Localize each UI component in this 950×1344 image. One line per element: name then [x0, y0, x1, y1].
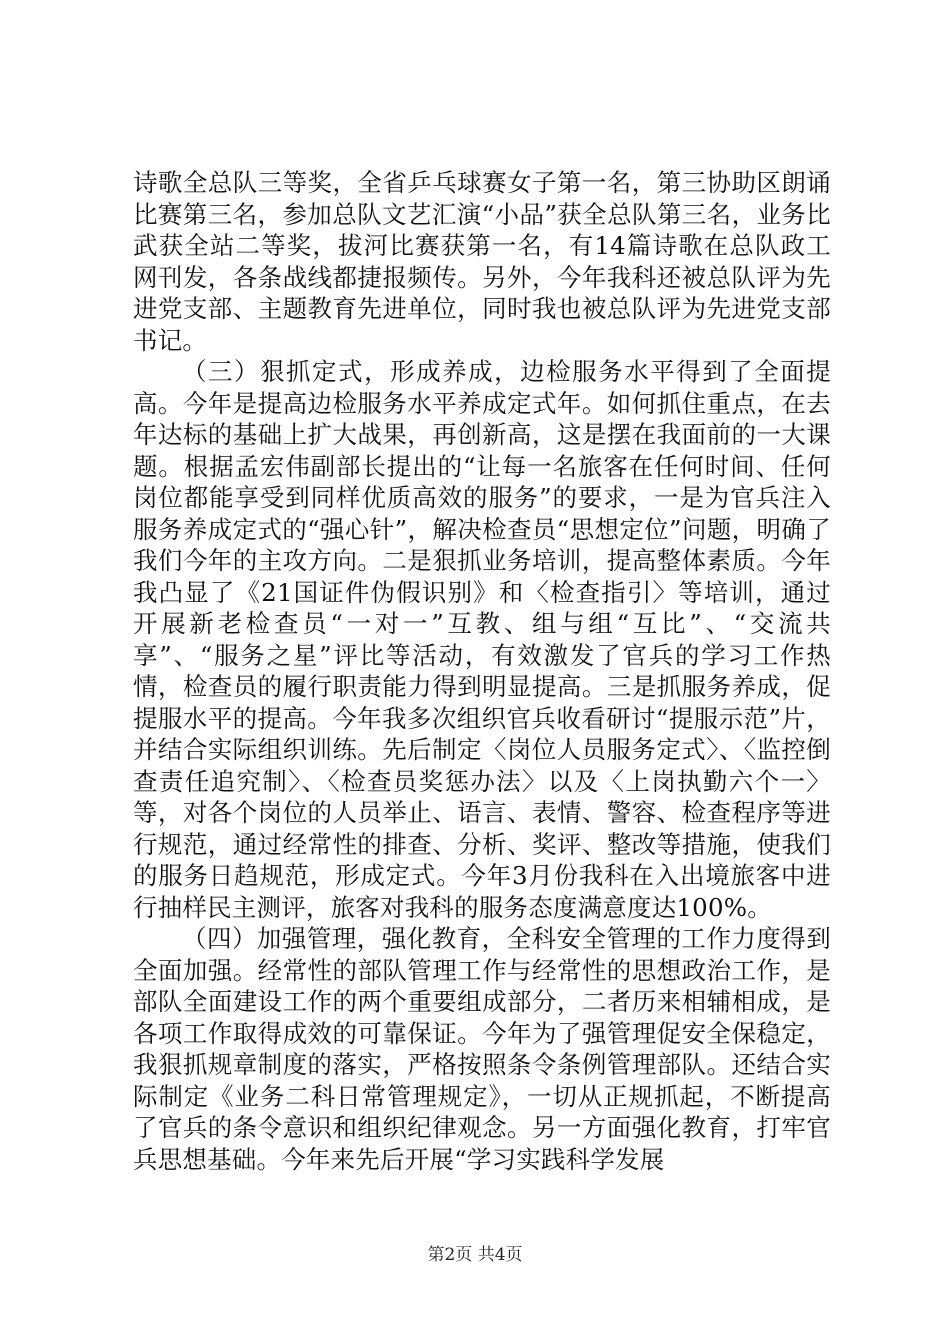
page-footer: 第2页 共4页 — [427, 1245, 523, 1265]
paragraph-2: （三）狠抓定式，形成养成，边检服务水平得到了全面提高。今年是提高边检服务水平养成定式年。如何抓住重点，在去年达标的基础上扩大战果，再创新高，这是摆在我面前的一大课题。根据孟宏伟副部长提出的“让每一名旅客在任何时间、任何岗位都能享受到同样优质高效的服务”的要求，一是为官兵注入服务养成定式的“强心针”，解决检查员“思想定位”问题，明确了我们今年的主攻方向。二是狠抓业务培训，提高整体素质。今年我凸显了《21国证件伪假识别》和〈检查指引〉等培训，通过开展新老检查员“一对一”互教、组与组“互比”、“交流共享”、“服务之星”评比等活动，有效激发了官兵的学习工作热情，检查员的履行职责能力得到明显提高。三是抓服务养成，促提服水平的提高。今年我多次组织官兵收看研讨“提服示范”片，并结合实际组织训练。先后制定〈岗位人员服务定式〉、〈监控倒查责任追究制〉、〈检查员奖惩办法〉以及〈上岗执勤六个一〉等，对各个岗位的人员举止、语言、表情、警容、检查程序等进行规范，通过经常性的排查、分析、奖评、整改等措施，使我们的服务日趋规范，形成定式。今年3月份我科在入出境旅客中进行抽样民主测评，旅客对我科的服务态度满意度达100%。 — [133, 357, 831, 922]
paragraph-1: 诗歌全总队三等奖，全省乒乓球赛女子第一名，第三协助区朗诵比赛第三名，参加总队文艺汇演“小品”获全总队第三名，业务比武获全站二等奖，拔河比赛获第一名，有14篇诗歌在总队政工网刊发，各条战线都捷报频传。另外，今年我科还被总队评为先进党支部、主题教育先进单位，同时我也被总队评为先进党支部书记。 — [133, 168, 831, 355]
document-body — [133, 167, 831, 1175]
paragraph-3: （四）加强管理，强化教育，全科安全管理的工作力度得到全面加强。经常性的部队管理工作与经常性的思想政治工作，是部队全面建设工作的两个重要组成部分，二者历来相辅相成，是各项工作取得成效的可靠保证。今年为了强管理促安全保稳定，我狠抓规章制度的落实，严格按照条令条例管理部队。还结合实际制定《业务二科日常管理规定》，一切从正规抓起，不断提高了官兵的条令意识和组织纪律观念。另一方面强化教育，打牢官兵思想基础。今年来先后开展“学习实践科学发展 — [133, 924, 831, 1174]
